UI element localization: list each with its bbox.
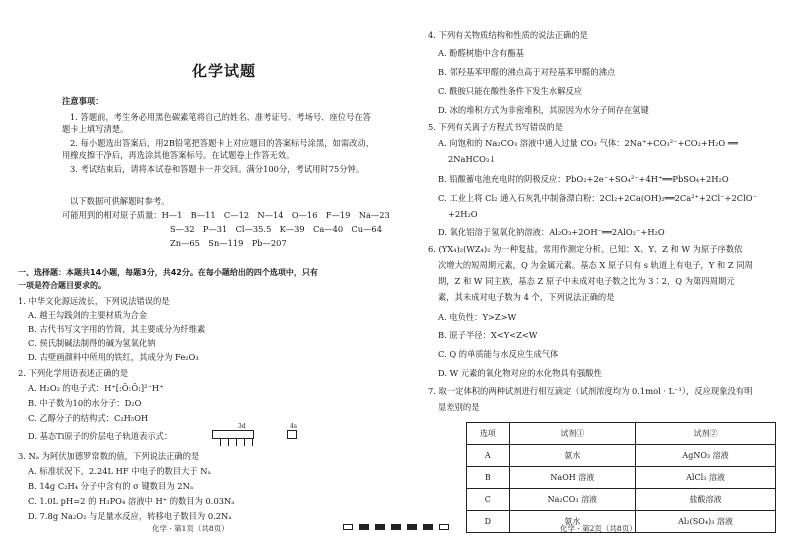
table-cell: 盐酸溶液 <box>636 489 776 511</box>
option-a: A. 标准状况下，2.24L HF 中电子的数目大于 Nₐ <box>28 466 211 476</box>
option-c-continued: +2H₂O <box>448 209 478 219</box>
table-cell: B <box>467 467 510 489</box>
atomic-mass-line: S—32 P—31 Cl—35.5 K—39 Ca—40 Cu—64 <box>170 224 382 234</box>
question-2-stem: 2. 下列化学用语表述正确的是 <box>18 368 129 378</box>
option-a: A. 电负性：Y>Z>W <box>438 312 517 322</box>
option-b: B. 14g C₂H₄ 分子中含有的 σ 键数目为 2Nₐ <box>28 481 194 491</box>
option-d: D. W 元素的氧化物对应的水化物具有强酸性 <box>438 368 602 378</box>
table-row <box>467 445 776 467</box>
section-heading: 一、选择题：本题共14小题，每题3分，共42分。在每小题给出的四个选项中，只有 <box>18 268 318 277</box>
note-line: 题卡上填写清楚。 <box>62 124 129 134</box>
table-row <box>467 511 776 533</box>
option-c: C. 乙醇分子的结构式：C₂H₅OH <box>28 413 149 423</box>
table-cell: D <box>467 511 510 533</box>
option-c: C. 侯氏制碱法制得的碱为氢氧化钠 <box>28 338 156 348</box>
orbital-box-4s <box>287 430 297 439</box>
atomic-mass-line: 可能用到的相对原子质量：H—1 B—11 C—12 N—14 O—16 F—19 Na—23 <box>62 210 390 220</box>
question-1-stem: 1. 中华文化源远流长，下列说法错误的是 <box>18 296 170 306</box>
table-header-row <box>467 423 776 445</box>
question-7-stem: 7. 取一定体积的两种试剂进行相互滴定（试剂浓度均为 0.1mol · L⁻¹），反应现象没有明 <box>428 386 753 396</box>
orbital-label-4s: 4s <box>290 423 297 430</box>
note-line: 3. 考试结束后，请将本试卷和答题卡一并交回。满分100分，考试用时75分钟。 <box>70 164 365 174</box>
table-cell: Na₂CO₃ 溶液 <box>509 489 635 511</box>
exam-title: 化学试题 <box>192 62 257 80</box>
section-heading: 一项是符合题目要求的。 <box>18 281 106 290</box>
option-d: D. 氧化铝溶于氢氧化钠溶液：Al₂O₃+2OH⁻══2AlO₂⁻+H₂O <box>438 227 665 237</box>
option-b: B. 原子半径：X<Y<Z<W <box>438 330 538 340</box>
option-b: B. 中子数为10的水分子：D₂O <box>28 398 142 408</box>
page-footer: 化学 · 第1页（共8页） <box>152 524 229 533</box>
question-6-stem: 6. (YX₄)₂(WZ₄)₂ 为一种复盐，常用作测定分析。已知：X、Y、Z 和 W 为原子序数依 <box>428 244 743 254</box>
option-d: D. 冰的堆积方式为非密堆积，其原因为水分子间存在氢键 <box>438 105 649 115</box>
atomic-mass-line: Zn—65 Sn—119 Pb—207 <box>170 238 287 248</box>
question-4-stem: 4. 下列有关物质结构和性质的说法正确的是 <box>428 30 588 40</box>
reagent-table <box>466 422 776 533</box>
table-cell: A <box>467 445 510 467</box>
question-6-stem: 次增大的短周期元素，Q 为金属元素。基态 X 原子只有 s 轨道上有电子，Y 和 Z 同周 <box>438 260 753 270</box>
option-a: A. 向饱和的 Na₂CO₃ 溶液中通入过量 CO₂ 气体：2Na⁺+CO₃²⁻+CO₂+H₂O ══ <box>438 138 738 148</box>
table-cell: Al₂(SO₄)₃ 溶液 <box>636 511 776 533</box>
table-row <box>467 489 776 511</box>
table-cell: 氨水 <box>509 445 635 467</box>
option-c: C. Q 的单质能与水反应生成气体 <box>438 349 559 359</box>
column-header: 试剂② <box>636 423 776 445</box>
orbital-box-3d <box>212 430 254 439</box>
table-cell: AlCl₃ 溶液 <box>636 467 776 489</box>
table-cell: 氨水 <box>509 511 635 533</box>
notes-heading: 注意事项： <box>62 96 104 106</box>
question-6-stem: 素，其未成对电子数为 4 个，下列说法正确的是 <box>438 292 615 302</box>
orbital-label-3d: 3d <box>238 423 246 430</box>
note-line: 2. 每小题选出答案后，用2B铅笔把答题卡上对应题目的答案标号涂黑，如需改动， <box>70 138 375 148</box>
question-6-stem: 期，Z 和 W 同主族，基态 Z 原子中未成对电子数之比为 3∶2，Q 为第四周期元 <box>438 276 735 286</box>
question-3-stem: 3. Nₐ 为阿伏加德罗常数的值，下列说法正确的是 <box>18 451 200 461</box>
option-c: C. 1.0L pH=2 的 H₃PO₄ 溶液中 H⁺ 的数目为 0.03Nₐ <box>28 496 235 506</box>
page-footer: 化学 · 第2页（共8页） <box>560 524 637 533</box>
option-c: C. 酰胺只能在酸性条件下发生水解反应 <box>438 86 583 96</box>
option-d: D. 古壁画颜料中所用的铁红，其成分为 Fe₂O₃ <box>28 352 199 362</box>
question-5-stem: 5. 下列有关离子方程式书写错误的是 <box>428 122 564 132</box>
table-cell: C <box>467 489 510 511</box>
option-d: D. 基态Ti原子的价层电子轨道表示式： <box>28 431 173 441</box>
question-7-stem: 显差别的是 <box>438 402 480 412</box>
table-cell: NaOH 溶液 <box>509 467 635 489</box>
note-line: 1. 答题前，考生务必用黑色碳素笔将自己的姓名、准考证号、考场号、座位号在答 <box>70 112 371 122</box>
data-intro: 以下数据可供解题时参考。 <box>70 196 170 206</box>
option-a: A. H₂O₂ 的电子式：H⁺[:Ö:Ö:]²⁻H⁺ <box>28 383 164 393</box>
note-line: 用橡皮擦干净后，再选涂其他答案标号。在试题卷上作答无效。 <box>62 150 295 160</box>
column-header: 选项 <box>467 423 510 445</box>
option-a-continued: 2NaHCO₃↓ <box>448 154 497 164</box>
option-c: C. 工业上将 Cl₂ 通入石灰乳中制备漂白粉：2Cl₂+2Ca(OH)₂══2Ca²⁺+2Cl⁻+2ClO⁻ <box>438 193 757 203</box>
option-a: A. 越王勾践剑的主要材质为合金 <box>28 310 148 320</box>
option-b: B. 邻羟基苯甲醛的沸点高于对羟基苯甲醛的沸点 <box>438 67 616 77</box>
column-header: 试剂① <box>509 423 635 445</box>
option-b: B. 铅酸蓄电池充电时的阴极反应：PbO₂+2e⁻+SO₄²⁻+4H⁺══PbSO₄+2H₂O <box>438 174 729 184</box>
option-a: A. 酚醛树脂中含有酯基 <box>438 48 524 58</box>
option-d: D. 7.8g Na₂O₂ 与足量水反应，转移电子数目为 0.2Nₐ <box>28 511 232 521</box>
table-row <box>467 467 776 489</box>
table-cell: AgNO₃ 溶液 <box>636 445 776 467</box>
option-b: B. 古代书写文字用的竹简，其主要成分为纤维素 <box>28 324 206 334</box>
